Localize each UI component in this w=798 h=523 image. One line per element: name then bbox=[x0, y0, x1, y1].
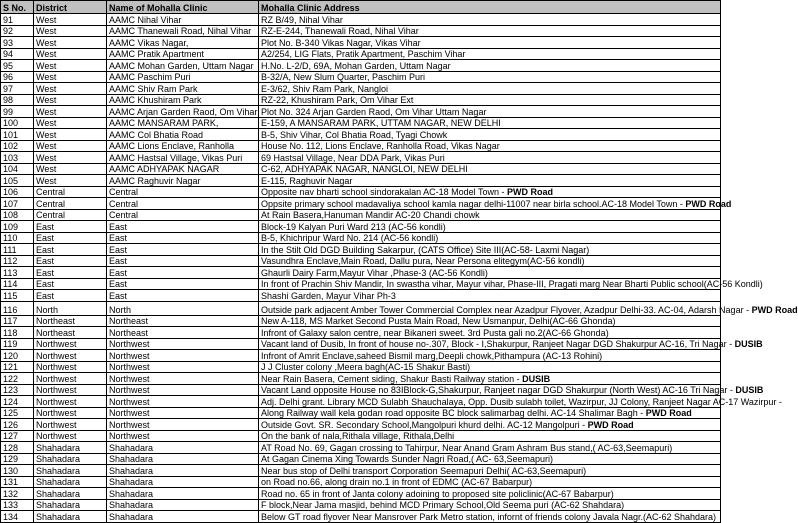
table-row bbox=[1, 163, 721, 175]
table-row bbox=[1, 465, 721, 477]
cell-sno: 128 bbox=[1, 442, 34, 454]
address-text: Plot No. 324 Arjan Garden Raod, Om Vihar Uttam Nagar bbox=[261, 106, 487, 117]
cell-sno: 125 bbox=[1, 407, 34, 419]
cell-clinic-address bbox=[259, 71, 721, 83]
table-row bbox=[1, 83, 721, 95]
address-tag: PWD Road bbox=[685, 198, 732, 209]
table-row bbox=[1, 453, 721, 465]
cell-sno: 129 bbox=[1, 453, 34, 465]
cell-sno: 98 bbox=[1, 94, 34, 106]
cell-sno: 118 bbox=[1, 327, 34, 339]
table-row bbox=[1, 361, 721, 373]
cell-clinic-name: AAMC Thanewali Road, Nihal Vihar bbox=[107, 25, 259, 37]
address-text: Block-19 Kalyan Puri Ward 213 (AC-56 kondli) bbox=[261, 221, 446, 232]
address-text: B-32/A, New Slum Quarter, Paschim Puri bbox=[261, 72, 426, 82]
cell-sno: 108 bbox=[1, 209, 34, 221]
cell-district: East bbox=[34, 221, 107, 233]
cell-district: Northwest bbox=[34, 407, 107, 419]
table-row bbox=[1, 373, 721, 385]
cell-clinic-address bbox=[259, 14, 721, 26]
table-row bbox=[1, 25, 721, 37]
address-text: In the Stilt Old DGD Building Sakarpur, (CATS Office) Site III(AC-58- Laxmi Nagar) bbox=[261, 244, 590, 255]
cell-clinic-name: East bbox=[107, 267, 259, 279]
cell-sno: 113 bbox=[1, 267, 34, 279]
address-text: Road no. 65 in front of Janta colony adoining to proposed site policlinic(AC-67 Babarpur) bbox=[261, 488, 614, 499]
address-text: Vacant land of Dusib, In front of house no-.307, Block - I,Shakurpur, Ranjeet Nagar DGD Shakurpur AC-16, Tri Nagar - bbox=[261, 339, 735, 349]
table-row bbox=[1, 350, 721, 362]
cell-clinic-name: AAMC Lions Enclave, Ranholla bbox=[107, 140, 259, 152]
cell-clinic-name: AAMC Shiv Ram Park bbox=[107, 83, 259, 95]
table-row bbox=[1, 186, 721, 198]
address-text: C-62, ADHYAPAK NAGAR, NANGLOI, NEW DELHI bbox=[261, 164, 468, 174]
cell-clinic-address bbox=[259, 350, 721, 362]
table-row bbox=[1, 327, 721, 339]
table-row bbox=[1, 94, 721, 106]
cell-district: Northwest bbox=[34, 419, 107, 431]
table-row bbox=[1, 37, 721, 49]
table-row bbox=[1, 129, 721, 141]
table-row bbox=[1, 175, 721, 187]
table-row bbox=[1, 511, 721, 523]
cell-clinic-address bbox=[259, 163, 721, 175]
cell-sno: 102 bbox=[1, 140, 34, 152]
cell-clinic-name: Shahadara bbox=[107, 488, 259, 500]
cell-district: Central bbox=[34, 198, 107, 210]
address-tag: PWD Road bbox=[587, 419, 634, 430]
table-row bbox=[1, 152, 721, 164]
cell-clinic-name: Central bbox=[107, 186, 259, 198]
cell-sno: 91 bbox=[1, 14, 34, 26]
cell-clinic-name: AAMC Nihal Vihar bbox=[107, 14, 259, 26]
cell-clinic-address bbox=[259, 48, 721, 60]
cell-clinic-address bbox=[259, 488, 721, 500]
address-text: F block,Near Jama masjid, behind MCD Primary School,Old Seema puri (AC-62 Shahdara) bbox=[261, 500, 625, 510]
cell-clinic-address bbox=[259, 60, 721, 72]
cell-clinic-name: AAMC Mohan Garden, Uttam Nagar bbox=[107, 60, 259, 72]
address-text: Along Railway wall kela godan road opposite BC block salimarbag delhi. AC-14 Shalimar Bagh - bbox=[261, 408, 646, 418]
table-row bbox=[1, 396, 721, 408]
cell-district: Central bbox=[34, 209, 107, 221]
header-row bbox=[1, 1, 721, 14]
address-text: B-5, Shiv Vihar, Col Bhatia Road, Tyagi Chowk bbox=[261, 129, 448, 140]
table-row bbox=[1, 221, 721, 233]
header-sno: S No. bbox=[1, 1, 34, 14]
cell-clinic-name: Shahadara bbox=[107, 465, 259, 477]
cell-sno: 121 bbox=[1, 361, 34, 373]
table-row bbox=[1, 48, 721, 60]
cell-sno: 97 bbox=[1, 83, 34, 95]
cell-sno: 110 bbox=[1, 232, 34, 244]
cell-district: West bbox=[34, 163, 107, 175]
address-text: Opposite nav bharti school sindorakalan AC-18 Model Town - bbox=[261, 187, 507, 197]
cell-clinic-name: AAMC Pratik Apartment bbox=[107, 48, 259, 60]
cell-clinic-name: East bbox=[107, 232, 259, 244]
cell-clinic-name: Central bbox=[107, 209, 259, 221]
address-text: E-3/62, Shiv Ram Park, Nangloi bbox=[261, 83, 389, 94]
cell-clinic-address bbox=[259, 361, 721, 373]
address-text: Outside Govt. SR. Secondary School,Mangolpuri khurd delhi. AC-12 Mangolpuri - bbox=[261, 419, 588, 430]
address-text: New A-118, MS Market Second Pusta Main Road, New Usmanpur, Delhi(AC-66 Ghonda) bbox=[261, 316, 616, 326]
table-row bbox=[1, 117, 721, 129]
cell-clinic-address bbox=[259, 244, 721, 256]
cell-sno: 94 bbox=[1, 48, 34, 60]
header-clinic-address: Mohalla Clinic Address bbox=[259, 1, 721, 14]
table-row bbox=[1, 232, 721, 244]
cell-district: Northwest bbox=[34, 350, 107, 362]
cell-clinic-address bbox=[259, 25, 721, 37]
cell-clinic-name: AAMC Khushiram Park bbox=[107, 94, 259, 106]
table-row bbox=[1, 442, 721, 454]
cell-district: West bbox=[34, 37, 107, 49]
cell-clinic-name: East bbox=[107, 244, 259, 256]
cell-clinic-address bbox=[259, 175, 721, 187]
address-text: At Rain Basera,Hanuman Mandir AC-20 Chandi chowk bbox=[261, 210, 480, 220]
cell-clinic-name: AAMC Paschim Puri bbox=[107, 71, 259, 83]
address-text: On the bank of nala,Rithala village, Rithala,Delhi bbox=[261, 431, 455, 441]
cell-clinic-address bbox=[259, 232, 721, 244]
cell-clinic-name: AAMC Raghuvir Nagar bbox=[107, 175, 259, 187]
cell-district: West bbox=[34, 60, 107, 72]
cell-sno: 104 bbox=[1, 163, 34, 175]
cell-clinic-address bbox=[259, 465, 721, 477]
cell-clinic-address bbox=[259, 476, 721, 488]
cell-district: Northeast bbox=[34, 327, 107, 339]
cell-sno: 117 bbox=[1, 315, 34, 327]
cell-sno: 99 bbox=[1, 106, 34, 118]
cell-clinic-name: Northwest bbox=[107, 338, 259, 350]
cell-district: Northwest bbox=[34, 361, 107, 373]
cell-clinic-name: AAMC Hastsal Village, Vikas Puri bbox=[107, 152, 259, 164]
cell-sno: 132 bbox=[1, 488, 34, 500]
cell-district: Shahadara bbox=[34, 442, 107, 454]
cell-district: East bbox=[34, 255, 107, 267]
cell-district: East bbox=[34, 244, 107, 256]
address-tag: DUSIB bbox=[735, 385, 764, 395]
cell-clinic-name: Northwest bbox=[107, 350, 259, 362]
cell-clinic-address bbox=[259, 419, 721, 431]
address-tag: DUSIB bbox=[734, 339, 763, 349]
cell-clinic-name: Northwest bbox=[107, 361, 259, 373]
cell-clinic-address bbox=[259, 83, 721, 95]
cell-clinic-address bbox=[259, 511, 721, 523]
cell-clinic-address bbox=[259, 301, 798, 315]
cell-clinic-name: East bbox=[107, 278, 259, 290]
address-text: Infront of Amrit Enclave,saheed Bismil marg,Deepli chowk,Pithampura (AC-13 Rohini) bbox=[261, 350, 603, 361]
address-text: 69 Hastsal Village, Near DDA Park, Vikas Puri bbox=[261, 152, 445, 163]
cell-sno: 120 bbox=[1, 350, 34, 362]
cell-clinic-name: AAMC ADHYAPAK NAGAR bbox=[107, 163, 259, 175]
cell-clinic-name: Northwest bbox=[107, 384, 259, 396]
cell-clinic-address bbox=[259, 198, 732, 210]
cell-district: Shahadara bbox=[34, 488, 107, 500]
cell-clinic-address bbox=[259, 396, 782, 408]
cell-sno: 112 bbox=[1, 255, 34, 267]
cell-clinic-address bbox=[259, 152, 721, 164]
cell-sno: 109 bbox=[1, 221, 34, 233]
address-text: Near bus stop of Delhi transport Corporation Seemapuri Delhi( AC-63,Seemapuri) bbox=[261, 465, 587, 476]
table-row bbox=[1, 430, 721, 442]
cell-sno: 100 bbox=[1, 117, 34, 129]
cell-district: Northwest bbox=[34, 338, 107, 350]
address-text: AT Road No. 69, Gagan crossing to Tahirpur, Near Anand Gram Ashram Bus stand,( AC-63,Seemapuri) bbox=[261, 442, 673, 453]
table-row bbox=[1, 106, 721, 118]
cell-district: West bbox=[34, 14, 107, 26]
table-row bbox=[1, 338, 721, 350]
cell-clinic-name: North bbox=[107, 301, 259, 315]
cell-clinic-address bbox=[259, 94, 721, 106]
table-row bbox=[1, 315, 721, 327]
address-text: J J Cluster colony ,Meera bagh(AC-15 Shakur Basti) bbox=[261, 362, 471, 372]
cell-sno: 134 bbox=[1, 511, 34, 523]
cell-sno: 111 bbox=[1, 244, 34, 256]
cell-district: Northwest bbox=[34, 396, 107, 408]
cell-district: Northeast bbox=[34, 315, 107, 327]
cell-district: West bbox=[34, 117, 107, 129]
cell-sno: 114 bbox=[1, 278, 34, 290]
cell-district: Shahadara bbox=[34, 476, 107, 488]
address-text: RZ-E-244, Thanewali Road, Nihal Vihar bbox=[261, 26, 419, 36]
table-row bbox=[1, 71, 721, 83]
cell-sno: 115 bbox=[1, 290, 34, 302]
address-text: on Road no.66, along drain no.1 in front of EDMC (AC-67 Babarpur) bbox=[261, 477, 533, 487]
table-row bbox=[1, 60, 721, 72]
cell-district: West bbox=[34, 25, 107, 37]
address-text: Oppsite primary school madavaliya school kamla nagar delhi-11007 near birla school.AC-18 Model Town - bbox=[261, 198, 686, 209]
cell-district: Shahadara bbox=[34, 499, 107, 511]
cell-district: East bbox=[34, 267, 107, 279]
cell-district: West bbox=[34, 83, 107, 95]
cell-clinic-address bbox=[259, 373, 721, 385]
cell-clinic-name: Northwest bbox=[107, 396, 259, 408]
cell-clinic-name: Shahadara bbox=[107, 442, 259, 454]
cell-clinic-name: AAMC Arjan Garden Raod, Om Vihar bbox=[107, 106, 259, 118]
table-row bbox=[1, 419, 721, 431]
cell-district: Northwest bbox=[34, 430, 107, 442]
cell-district: Shahadara bbox=[34, 465, 107, 477]
cell-district: West bbox=[34, 48, 107, 60]
cell-sno: 124 bbox=[1, 396, 34, 408]
table-row bbox=[1, 301, 721, 315]
address-tag: PWD Road bbox=[645, 408, 692, 418]
cell-clinic-address bbox=[259, 442, 721, 454]
address-text: Plot No. B-340 Vikas Nagar, Vikas Vihar bbox=[261, 37, 421, 48]
address-text: Infront of Galaxy salon centre, near Bikaneri sweet. 3rd Pusta gali no.2(AC-66 Ghonda) bbox=[261, 327, 609, 338]
cell-district: East bbox=[34, 290, 107, 302]
cell-district: West bbox=[34, 106, 107, 118]
header-district: District bbox=[34, 1, 107, 14]
cell-district: Northwest bbox=[34, 384, 107, 396]
cell-sno: 131 bbox=[1, 476, 34, 488]
cell-sno: 119 bbox=[1, 338, 34, 350]
cell-clinic-name: East bbox=[107, 255, 259, 267]
cell-clinic-name: AAMC Vikas Nagar, bbox=[107, 37, 259, 49]
cell-clinic-name: Shahadara bbox=[107, 476, 259, 488]
table-row bbox=[1, 140, 721, 152]
address-text: House No. 112, Lions Enclave, Ranholla Road, Vikas Nagar bbox=[261, 141, 500, 151]
cell-clinic-name: Northeast bbox=[107, 327, 259, 339]
address-text: At Gagan Cinema Xing Towards Sunder Nagri Road,( AC- 63,Seemapuri) bbox=[261, 454, 553, 464]
table-row bbox=[1, 290, 721, 302]
cell-sno: 126 bbox=[1, 419, 34, 431]
cell-clinic-name: AAMC Col Bhatia Road bbox=[107, 129, 259, 141]
cell-sno: 130 bbox=[1, 465, 34, 477]
address-text: Near Rain Basera, Cement siding, Shakur Basti Railway station - bbox=[261, 373, 523, 384]
cell-district: West bbox=[34, 129, 107, 141]
address-text: Ghaurli Dairy Farm,Mayur Vihar ,Phase-3 (AC-56 Kondli) bbox=[261, 267, 488, 278]
table-row bbox=[1, 278, 721, 290]
cell-sno: 107 bbox=[1, 198, 34, 210]
cell-district: North bbox=[34, 301, 107, 315]
cell-district: Northwest bbox=[34, 373, 107, 385]
cell-district: East bbox=[34, 232, 107, 244]
table-row bbox=[1, 499, 721, 511]
cell-clinic-address bbox=[259, 106, 721, 118]
cell-clinic-address bbox=[259, 499, 721, 511]
cell-clinic-address bbox=[259, 267, 721, 279]
cell-clinic-address bbox=[259, 384, 764, 396]
address-text: Below GT road flyover Near Mansrover Park Metro station, infornt of friends colony Javala Nagr.(AC-62 Shahdara) bbox=[261, 511, 717, 522]
cell-clinic-name: Northwest bbox=[107, 430, 259, 442]
cell-clinic-address bbox=[259, 407, 721, 419]
cell-clinic-address bbox=[259, 221, 721, 233]
cell-district: Shahadara bbox=[34, 453, 107, 465]
cell-clinic-address bbox=[259, 315, 721, 327]
cell-clinic-address bbox=[259, 117, 721, 129]
cell-clinic-address bbox=[259, 453, 721, 465]
table-row bbox=[1, 244, 721, 256]
cell-clinic-name: Northwest bbox=[107, 407, 259, 419]
cell-sno: 93 bbox=[1, 37, 34, 49]
address-text: B-5, Khichripur Ward No. 214 (AC-56 kondli) bbox=[261, 233, 439, 243]
cell-sno: 127 bbox=[1, 430, 34, 442]
cell-clinic-address bbox=[259, 186, 721, 198]
cell-clinic-address bbox=[259, 209, 721, 221]
table-row bbox=[1, 407, 721, 419]
cell-clinic-address bbox=[259, 37, 721, 49]
address-tag: PWD Road bbox=[506, 187, 553, 197]
table-row bbox=[1, 488, 721, 500]
table-row bbox=[1, 384, 721, 396]
cell-sno: 133 bbox=[1, 499, 34, 511]
cell-sno: 105 bbox=[1, 175, 34, 187]
address-text: E-159, A MANSARAM PARK, UTTAM NAGAR, NEW DELHI bbox=[261, 118, 501, 128]
cell-clinic-name: Shahadara bbox=[107, 511, 259, 523]
header-clinic-name: Name of Mohalla Clinic bbox=[107, 1, 259, 14]
cell-sno: 95 bbox=[1, 60, 34, 72]
cell-clinic-address bbox=[259, 140, 721, 152]
table-row bbox=[1, 476, 721, 488]
cell-district: East bbox=[34, 278, 107, 290]
address-text: Adj. Delhi grant. Library MCD Sulabh Shauchalaya, Opp. Dusib sulabh toilet, Wazirpur, JJ Colony, Ranjeet Nagar AC-17 Wazirpur - bbox=[261, 396, 782, 407]
cell-clinic-address bbox=[259, 290, 721, 302]
cell-clinic-address bbox=[259, 278, 763, 290]
cell-clinic-address bbox=[259, 327, 721, 339]
address-text: Vacant Land opposite House no 83IBlock-G,Shakurpur, Ranjeet nagar DGD Shakurpur (North West) AC-16 Tri Nagar - bbox=[261, 385, 736, 395]
cell-clinic-address bbox=[259, 338, 763, 350]
cell-clinic-name: AAMC MANSARAM PARK, bbox=[107, 117, 259, 129]
cell-district: West bbox=[34, 71, 107, 83]
cell-clinic-address bbox=[259, 255, 721, 267]
cell-sno: 123 bbox=[1, 384, 34, 396]
cell-clinic-name: East bbox=[107, 290, 259, 302]
cell-clinic-name: Northwest bbox=[107, 373, 259, 385]
cell-sno: 96 bbox=[1, 71, 34, 83]
cell-clinic-address bbox=[259, 129, 721, 141]
table-body bbox=[1, 14, 798, 523]
address-text: Shashi Garden, Mayur Vihar Ph-3 bbox=[261, 290, 396, 301]
address-tag: DUSIB bbox=[522, 373, 551, 384]
address-text: In front of Prachin Shiv Mandir, In swastha vihar, Mayur vihar, Phase-III, Pragati marg Near Bharti Public school(AC-56 Kondli) bbox=[261, 279, 763, 289]
cell-clinic-name: Shahadara bbox=[107, 453, 259, 465]
cell-clinic-name: East bbox=[107, 221, 259, 233]
table-row bbox=[1, 198, 721, 210]
table-row bbox=[1, 255, 721, 267]
cell-district: Central bbox=[34, 186, 107, 198]
address-text: E-115, Raghuvir Nagar bbox=[261, 175, 353, 186]
address-text: Outside park adjacent Amber Tower Commercial Complex near Azadpur Flyover, Azadpur Delhi-33. AC-04, Adarsh Nagar - bbox=[261, 304, 752, 315]
cell-district: West bbox=[34, 152, 107, 164]
cell-sno: 92 bbox=[1, 25, 34, 37]
cell-sno: 116 bbox=[1, 301, 34, 315]
cell-clinic-name: Shahadara bbox=[107, 499, 259, 511]
cell-district: Shahadara bbox=[34, 511, 107, 523]
cell-clinic-name: Northeast bbox=[107, 315, 259, 327]
address-text: Vasundhra Enclave,Main Road, Dallu pura, Near Persona elitegym(AC-56 kondli) bbox=[261, 256, 585, 266]
cell-district: West bbox=[34, 140, 107, 152]
cell-sno: 101 bbox=[1, 129, 34, 141]
cell-clinic-address bbox=[259, 430, 721, 442]
cell-district: West bbox=[34, 175, 107, 187]
cell-sno: 106 bbox=[1, 186, 34, 198]
cell-sno: 122 bbox=[1, 373, 34, 385]
cell-district: West bbox=[34, 94, 107, 106]
address-text: RZ-22, Khushiram Park, Om Vihar Ext bbox=[261, 95, 414, 105]
cell-clinic-name: Northwest bbox=[107, 419, 259, 431]
cell-clinic-name: Central bbox=[107, 198, 259, 210]
table-row bbox=[1, 267, 721, 279]
table-row bbox=[1, 209, 721, 221]
address-text: H.No. L-2/D, 69A, Mohan Garden, Uttam Nagar bbox=[261, 60, 451, 71]
address-text: RZ B/49, Nihal Vihar bbox=[261, 14, 343, 25]
cell-sno: 103 bbox=[1, 152, 34, 164]
table-row bbox=[1, 14, 721, 26]
address-tag: PWD Road bbox=[751, 304, 798, 315]
address-text: A2/254, LIG Flats, Pratik Apartment, Paschim Vihar bbox=[261, 49, 466, 59]
